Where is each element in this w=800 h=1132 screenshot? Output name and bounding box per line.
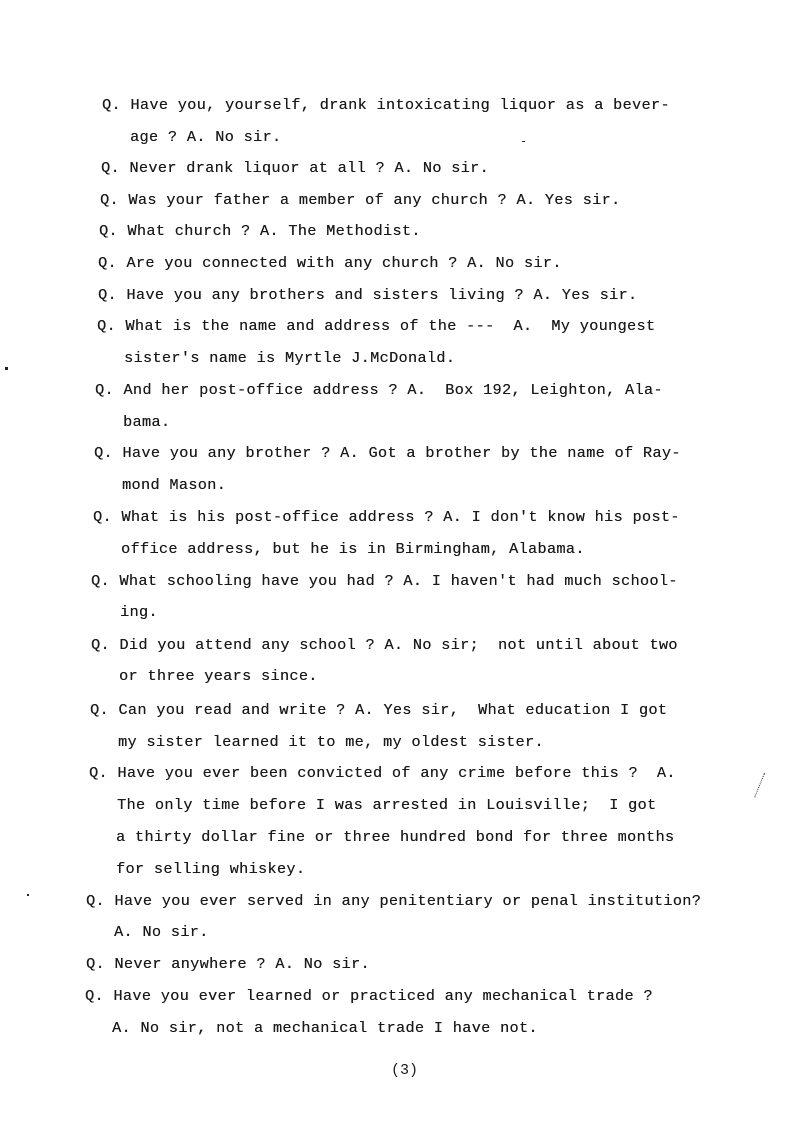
- question-line: Q. Have you ever served in any penitentiary or penal institution?: [86, 892, 702, 910]
- continuation-line: mond Mason.: [122, 476, 227, 494]
- ink-speck: [27, 894, 29, 896]
- question-line: Q. Have you ever been convicted of any crime before this ? A.: [89, 764, 676, 782]
- question-line: Q. What church ? A. The Methodist.: [99, 222, 421, 240]
- continuation-line: my sister learned it to me, my oldest sister.: [118, 733, 544, 751]
- continuation-line: bama.: [123, 413, 171, 431]
- stray-pencil-mark: [754, 773, 767, 798]
- question-line: Q. Have you ever learned or practiced any mechanical trade ?: [85, 987, 653, 1005]
- question-line: Q. Never anywhere ? A. No sir.: [86, 955, 370, 973]
- continuation-line: ing.: [120, 603, 158, 621]
- question-line: Q. Never drank liquor at all ? A. No sir.: [101, 159, 490, 177]
- continuation-line: a thirty dollar fine or three hundred bond for three months: [116, 828, 675, 846]
- question-line: Q. Was your father a member of any church ? A. Yes sir.: [100, 191, 621, 209]
- question-line: Q. Are you connected with any church ? A. No sir.: [98, 254, 562, 272]
- continuation-line: or three years since.: [119, 667, 318, 685]
- question-line: Q. Can you read and write ? A. Yes sir, What education I got: [90, 701, 668, 719]
- question-line: Q. What is the name and address of the --- A. My youngest: [97, 317, 656, 335]
- continuation-line: A. No sir, not a mechanical trade I have not.: [112, 1019, 538, 1037]
- question-line: Q. Have you any brother ? A. Got a brother by the name of Ray-: [94, 444, 681, 462]
- continuation-line: age ? A. No sir.: [130, 128, 282, 146]
- question-line: Q. And her post-office address ? A. Box 192, Leighton, Ala-: [95, 381, 663, 399]
- question-line: Q. Have you any brothers and sisters living ? A. Yes sir.: [98, 286, 638, 304]
- continuation-line: The only time before I was arrested in Louisville; I got: [117, 796, 657, 814]
- margin-speck: [5, 367, 8, 370]
- question-line: Q. Did you attend any school ? A. No sir; not until about two: [91, 636, 678, 654]
- question-line: Q. Have you, yourself, drank intoxicating liquor as a bever-: [102, 96, 670, 114]
- question-line: Q. What schooling have you had ? A. I haven't had much school-: [91, 572, 678, 590]
- continuation-line: for selling whiskey.: [116, 860, 306, 878]
- page-number: (3): [391, 1062, 419, 1079]
- continuation-line: A. No sir.: [114, 923, 209, 941]
- ink-speck: [522, 141, 525, 142]
- continuation-line: sister's name is Myrtle J.McDonald.: [124, 349, 456, 367]
- continuation-line: office address, but he is in Birmingham, Alabama.: [121, 540, 585, 558]
- question-line: Q. What is his post-office address ? A. I don't know his post-: [93, 508, 680, 526]
